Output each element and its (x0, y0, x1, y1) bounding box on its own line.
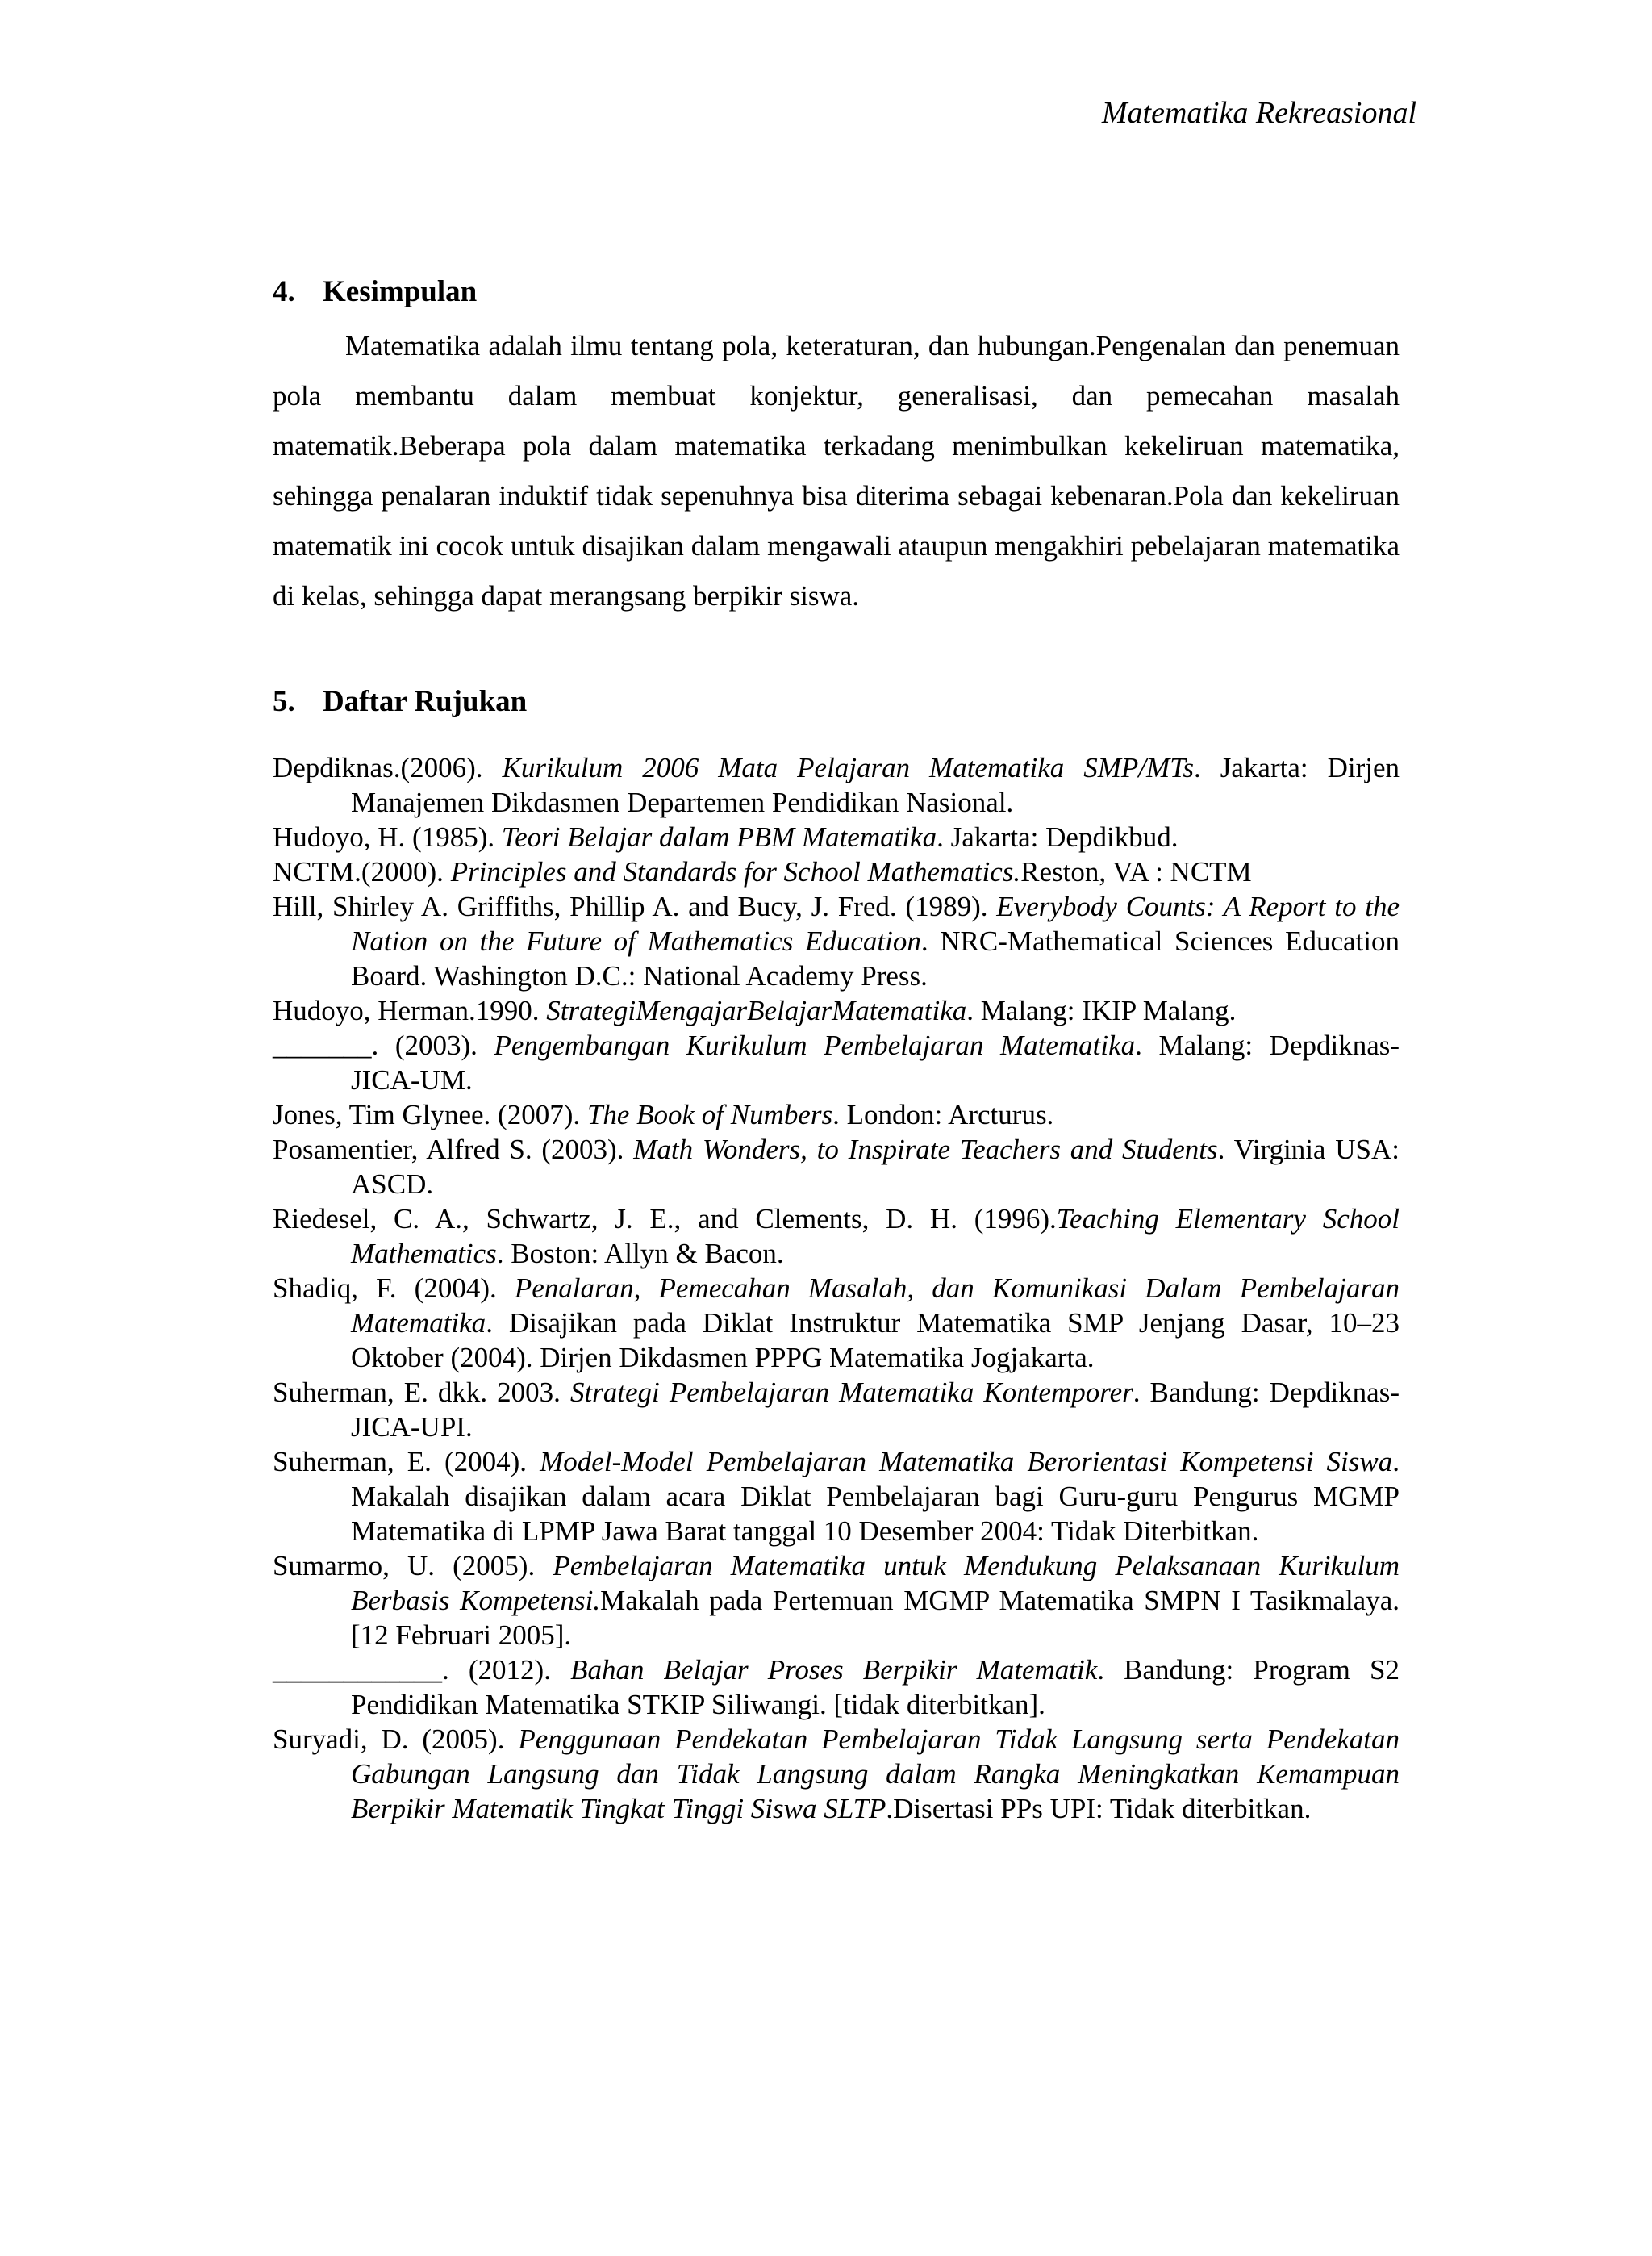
running-header: Matematika Rekreasional (1101, 96, 1416, 130)
reference-item: Posamentier, Alfred S. (2003). Math Wonders, to Inspirate Teachers and Students. Virginia USA: ASCD. (273, 1134, 1400, 1200)
reference-list (273, 750, 1400, 1826)
reference-item: Sumarmo, U. (2005). Pembelajaran Matematika untuk Mendukung Pelaksanaan Kurikulum Berbasis Kompetensi.Makalah pada Pertemuan MGMP Matematika SMPN I Tasikmalaya.[12 Februari 2005]. (273, 1550, 1400, 1651)
conclusion-paragraph: Matematika adalah ilmu tentang pola, keteraturan, dan hubungan.Pengenalan dan penemuan pola membantu dalam membuat konjektur, generalisasi, dan pemecahan masalah matematik.Beberapa pola dalam matematika terkadang menimbulkan kekeliruan matematika, sehingga penalaran induktif tidak sepenuhnya bisa diterima sebagai kebenaran.Pola dan kekeliruan matematik ini cocok untuk disajikan dalam mengawali ataupun mengakhiri pebelajaran matematika di kelas, sehingga dapat merangsang berpikir siswa. (273, 330, 1400, 612)
reference-item: Shadiq, F. (2004). Penalaran, Pemecahan Masalah, dan Komunikasi Dalam Pembelajaran Matematika. Disajikan pada Diklat Instruktur Matematika SMP Jenjang Dasar, 10–23 Oktober (2004). Dirjen Dikdasmen PPPG Matematika Jogjakarta. (273, 1272, 1400, 1373)
reference-item: Suherman, E. dkk. 2003. Strategi Pembelajaran Matematika Kontemporer. Bandung: Depdiknas-JICA-UPI. (273, 1377, 1400, 1443)
reference-item: NCTM.(2000). Principles and Standards for School Mathematics.Reston, VA : NCTM (273, 856, 1252, 888)
reference-item: Suryadi, D. (2005). Penggunaan Pendekatan Pembelajaran Tidak Langsung serta Pendekatan Gabungan Langsung dan Tidak Langsung dalam Rangka Meningkatkan Kemampuan Berpikir Matematik Tingkat Tinggi Siswa SLTP.Disertasi PPs UPI: Tidak diterbitkan. (273, 1723, 1400, 1824)
reference-item: Hudoyo, H. (1985). Teori Belajar dalam PBM Matematika. Jakarta: Depdikbud. (273, 821, 1179, 853)
reference-item: Hill, Shirley A. Griffiths, Phillip A. and Bucy, J. Fred. (1989). Everybody Counts: A Report to the Nation on the Future of Mathematics Education. NRC-Mathematical Sciences Education Board. Washington D.C.: National Academy Press. (273, 891, 1400, 992)
reference-item: ____________. (2012). Bahan Belajar Proses Berpikir Matematik. Bandung: Program S2 Pendidikan Matematika STKIP Siliwangi. [tidak diterbitkan]. (273, 1654, 1400, 1720)
section-number: 5. (273, 685, 295, 718)
references-heading (273, 678, 1400, 726)
conclusion-heading (273, 268, 1400, 316)
reference-item: Jones, Tim Glynee. (2007). The Book of Numbers. London: Arcturus. (273, 1099, 1054, 1130)
reference-item: Riedesel, C. A., Schwartz, J. E., and Clements, D. H. (1996).Teaching Elementary School Mathematics. Boston: Allyn & Bacon. (273, 1203, 1400, 1269)
section-number: 4. (273, 275, 295, 308)
section-title: Kesimpulan (323, 275, 478, 308)
reference-item: _______. (2003). Pengembangan Kurikulum Pembelajaran Matematika. Malang: Depdiknas-JICA-UM. (273, 1030, 1400, 1096)
page-content (273, 268, 1400, 1826)
section-title: Daftar Rujukan (323, 685, 528, 718)
reference-item: Hudoyo, Herman.1990. StrategiMengajarBelajarMatematika. Malang: IKIP Malang. (273, 995, 1237, 1026)
reference-item: Depdiknas.(2006). Kurikulum 2006 Mata Pelajaran Matematika SMP/MTs. Jakarta: Dirjen Manajemen Dikdasmen Departemen Pendidikan Nasional. (273, 752, 1400, 818)
reference-item: Suherman, E. (2004). Model-Model Pembelajaran Matematika Berorientasi Kompetensi Siswa. Makalah disajikan dalam acara Diklat Pembelajaran bagi Guru-guru Pengurus MGMP Matematika di LPMP Jawa Barat tanggal 10 Desember 2004: Tidak Diterbitkan. (273, 1446, 1400, 1547)
